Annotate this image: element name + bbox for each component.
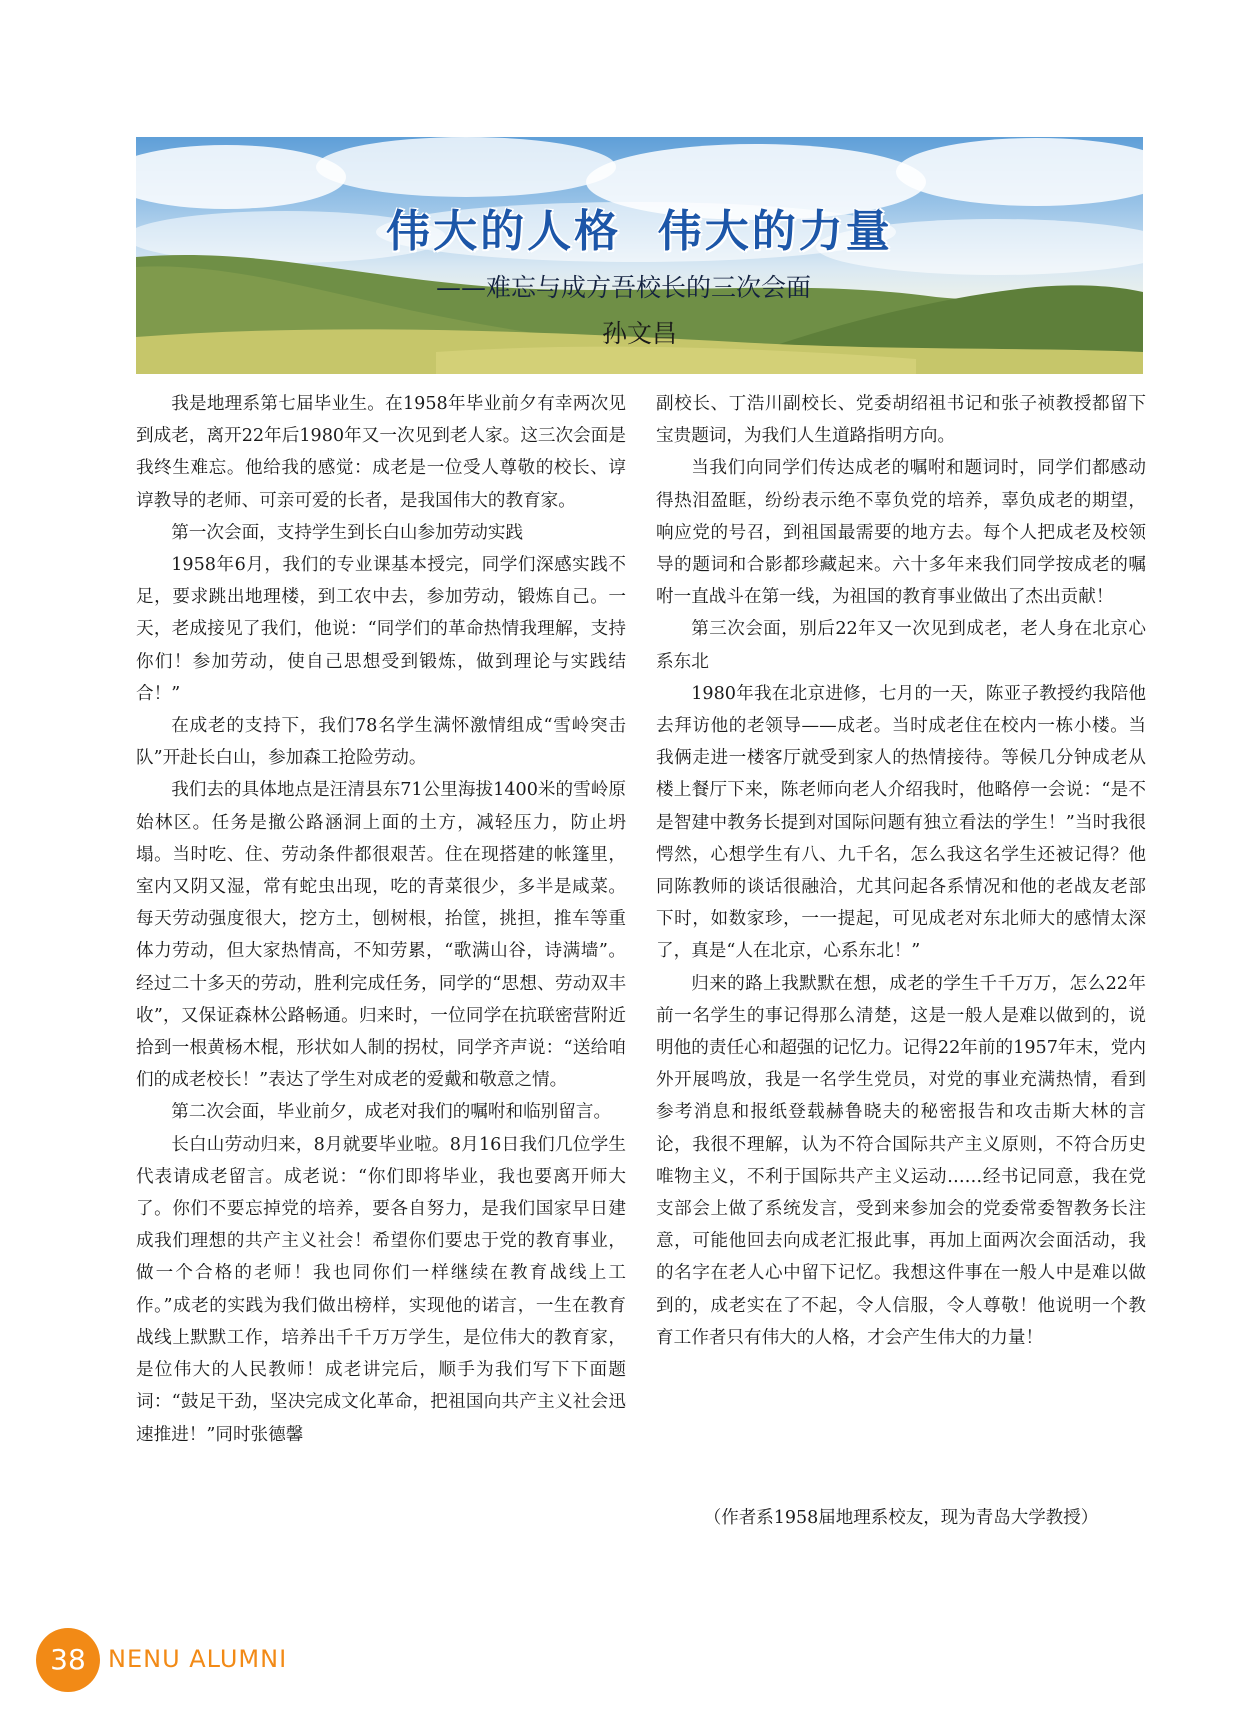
section-heading: 第一次会面，支持学生到长白山参加劳动实践: [171, 522, 524, 543]
page-number: 38: [50, 1643, 86, 1676]
right-column: [656, 388, 1146, 1354]
left-column: [136, 388, 626, 1451]
paragraph: 1980年我在北京进修，七月的一天，陈亚子教授约我陪他去拜访他的老领导——成老。当时成老住在校内一栋小楼。当我俩走进一楼客厅就受到家人的热情接待。等候几分钟成老从楼上餐厅下来，陈老师向老人介绍我时，他略停一会说：“是不是智建中教务长提到对国际问题有独立看法的学生！”当时我很愕然，心想学生有八、九千名，怎么我这名学生还被记得？他同陈教师的谈话很融洽，尤其问起各系情况和他的老战友老部下时，如数家珍，一一提起，可见成老对东北师大的感情太深了，真是“人在北京，心系东北！”: [656, 683, 1146, 962]
paragraph: 在成老的支持下，我们78名学生满怀激情组成“雪岭突击队”开赴长白山，参加森工抢险劳动。: [136, 716, 626, 769]
article-subtitle: ——难忘与成方吾校长的三次会面: [436, 273, 812, 302]
paragraph: 1958年6月，我们的专业课基本授完，同学们深感实践不足，要求跳出地理楼，到工农中去，参加劳动，锻炼自己。一天，老成接见了我们，他说：“同学们的革命热情我理解，支持你们！参加劳动，使自己思想受到锻炼，做到理论与实践结合！”: [136, 555, 626, 704]
author-note: （作者系1958届地理系校友，现为青岛大学教授）: [703, 1508, 1099, 1528]
cloud: [316, 137, 616, 197]
section-heading: 第二次会面，毕业前夕，成老对我们的嘱咐和临别留言。: [171, 1102, 612, 1123]
paragraph: 当我们向同学们传达成老的嘱咐和题词时，同学们都感动得热泪盈眶，纷纷表示绝不辜负党的培养，辜负成老的期望，响应党的号召，到祖国最需要的地方去。每个人把成老及校领导的题词和合影都珍藏起来。六十多年来我们同学按成老的嘱咐一直战斗在第一线，为祖国的教育事业做出了杰出贡献！: [656, 458, 1146, 608]
paragraph: 长白山劳动归来，8月就要毕业啦。8月16日我们几位学生代表请成老留言。成老说：“你们即将毕业，我也要离开师大了。你们不要忘掉党的培养，要各自努力，是我们国家早日建成我们理想的共产主义社会！希望你们要忠于党的教育事业，做一个合格的老师！我也同你们一样继续在教育战线上工作。”成老的实践为我们做出榜样，实现他的诺言，一生在教育战线上默默工作，培养出千千万万学生，是位伟大的教育家，是位伟大的人民教师！成老讲完后，顺手为我们写下下面题词：“鼓足干劲，坚决完成文化革命，把祖国向共产主义社会迅速推进！”同时张德馨: [136, 1134, 626, 1445]
paragraph-continued: 副校长、丁浩川副校长、党委胡绍祖书记和张子祯教授都留下宝贵题词，为我们人生道路指明方向。: [656, 394, 1146, 447]
section-heading: 第三次会面，别后22年又一次见到成老，老人身在北京心系东北: [656, 619, 1146, 672]
article-title: 伟大的人格 伟大的力量: [386, 206, 893, 257]
header-banner: [136, 137, 1143, 374]
page-number-badge: [36, 1628, 100, 1692]
paragraph: 归来的路上我默默在想，成老的学生千千万万，怎么22年前一名学生的事记得那么清楚，这是一般人是难以做到的，说明他的责任心和超强的记忆力。记得22年前的1957年末，党内外开展鸣放，我是一名学生党员，对党的事业充满热情，看到参考消息和报纸登载赫鲁晓夫的秘密报告和攻击斯大林的言论，我很不理解，认为不符合国际共产主义原则，不符合历史唯物主义，不利于国际共产主义运动……经书记同意，我在党支部会上做了系统发言，受到来参加会的党委常委智教务长注意，可能他回去向成老汇报此事，再加上面两次会面活动，我的名字在老人心中留下记忆。我想这件事在一般人中是难以做到的，成老实在了不起，令人信服，令人尊敬！他说明一个教育工作者只有伟大的人格，才会产生伟大的力量！: [656, 973, 1146, 1348]
magazine-name: NENU ALUMNI: [108, 1645, 288, 1673]
paragraph: 我们去的具体地点是汪清县东71公里海拔1400米的雪岭原始林区。任务是撤公路涵洞上面的土方，减轻压力，防止坍塌。当时吃、住、劳动条件都很艰苦。住在现搭建的帐篷里，室内又阴又湿，常有蛇虫出现，吃的青菜很少，多半是咸菜。每天劳动强度很大，挖方土，刨树根，抬筐，挑担，推车等重体力劳动，但大家热情高，不知劳累，“歌满山谷，诗满墙”。经过二十多天的劳动，胜利完成任务，同学的“思想、劳动双丰收”，又保证森林公路畅通。归来时，一位同学在抗联密营附近拾到一根黄杨木棍，形状如人制的拐杖，同学齐声说：“送给咱们的成老校长！”表达了学生对成老的爱戴和敬意之情。: [136, 780, 626, 1091]
article-author: 孙文昌: [601, 319, 677, 348]
paragraph: 我是地理系第七届毕业生。在1958年毕业前夕有幸两次见到成老，离开22年后1980年又一次见到老人家。这三次会面是我终生难忘。他给我的感觉：成老是一位受人尊敬的校长、谆谆教导的老师、可亲可爱的长者，是我国伟大的教育家。: [136, 394, 626, 511]
